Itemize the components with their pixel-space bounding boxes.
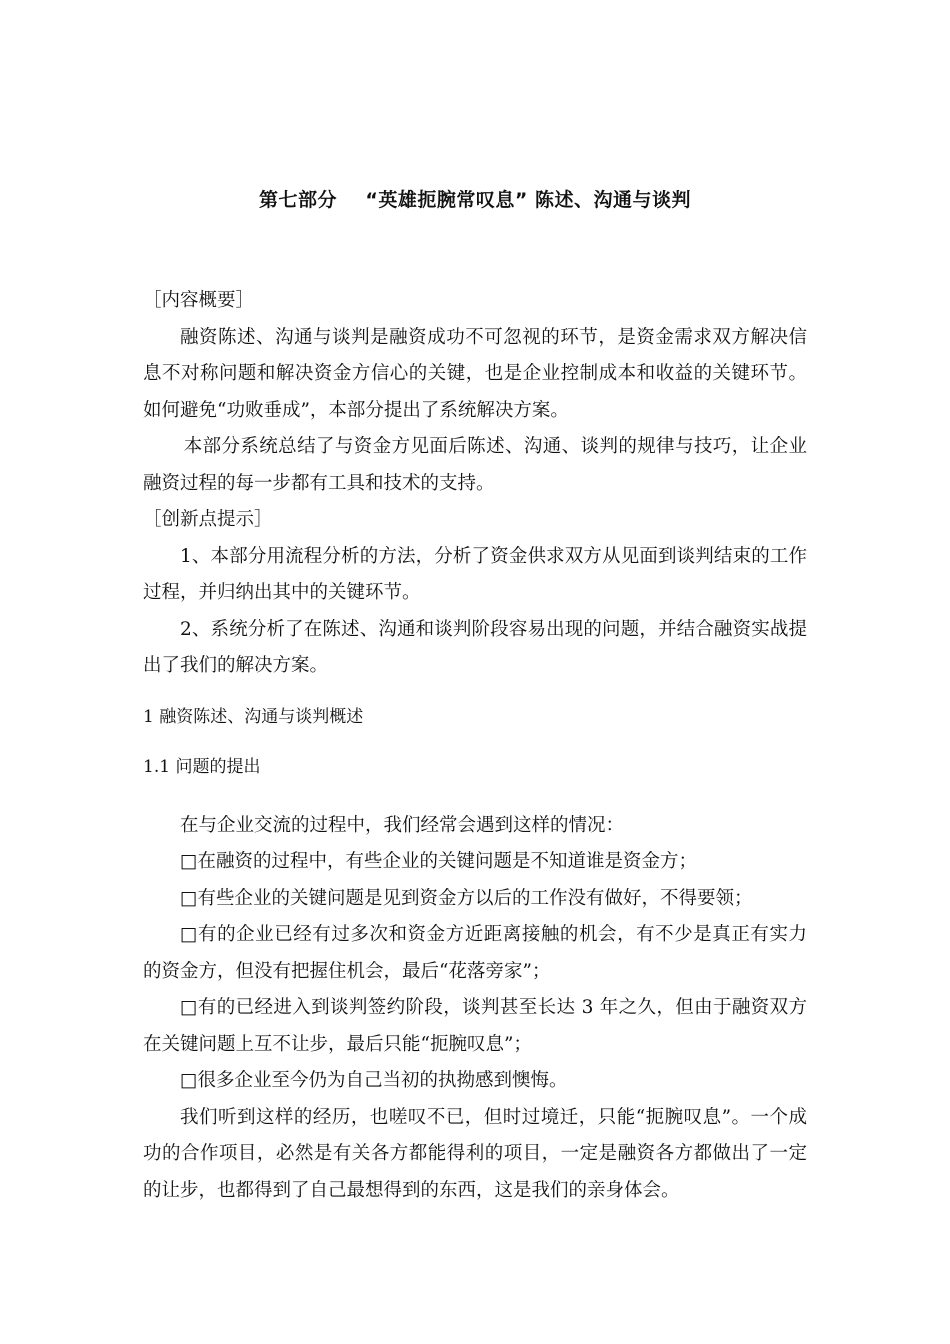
section-1-1-heading: 1.1 问题的提出 [143,757,261,777]
section-1-1-closing: 我们听到这样的经历，也嗟叹不已，但时过境迁，只能“扼腕叹息”。一个成功的合作项目，必然是有关各方都能得利的项目，一定是融资各方都做出了一定的让步，也都得到了自己最想得到的东西，这是我们的亲身体会。 [143,1106,807,1201]
list-item: □有的已经进入到谈判签约阶段，谈判甚至长达 3 年之久，但由于融资双方在关键问题上互不让步，最后只能“扼腕叹息”； [143,997,807,1055]
document-body [143,283,807,1209]
spacer [143,685,807,699]
summary-paragraph-2: 本部分系统总结了与资金方见面后陈述、沟通、谈判的规律与技巧，让企业融资过程的每一步都有工具和技术的支持。 [143,436,807,494]
section-1-1-intro: 在与企业交流的过程中，我们经常会遇到这样的情况： [180,814,625,836]
section-1-heading: 1 融资陈述、沟通与谈判概述 [143,706,364,727]
spacer [143,735,807,749]
summary-heading: ［内容概要］ [143,290,255,311]
page-title: 第七部分 “英雄扼腕常叹息” 陈述、沟通与谈判 [258,189,692,211]
list-item: □很多企业至今仍为自己当初的执拗感到懊悔。 [180,1070,568,1091]
innovation-heading: ［创新点提示］ [143,509,273,530]
spacer [143,786,807,808]
summary-paragraph-1: 融资陈述、沟通与谈判是融资成功不可忽视的环节，是资金需求双方解决信息不对称问题和解决资金方信心的关键，也是企业控制成本和收益的关键环节。如何避免“功败垂成”，本部分提出了系统解决方案。 [143,326,807,421]
innovation-point-1: 1、本部分用流程分析的方法，分析了资金供求双方从见面到谈判结束的工作过程，并归纳出其中的关键环节。 [143,545,807,603]
innovation-point-2: 2、系统分析了在陈述、沟通和谈判阶段容易出现的问题，并结合融资实战提出了我们的解决方案。 [143,618,807,676]
list-item: □有的企业已经有过多次和资金方近距离接触的机会，有不少是真正有实力的资金方，但没有把握住机会，最后“花落旁家”； [143,924,807,982]
list-item: □在融资的过程中，有些企业的关键问题是不知道谁是资金方； [180,851,697,872]
list-item: □有些企业的关键问题是见到资金方以后的工作没有做好，不得要领； [180,887,753,909]
